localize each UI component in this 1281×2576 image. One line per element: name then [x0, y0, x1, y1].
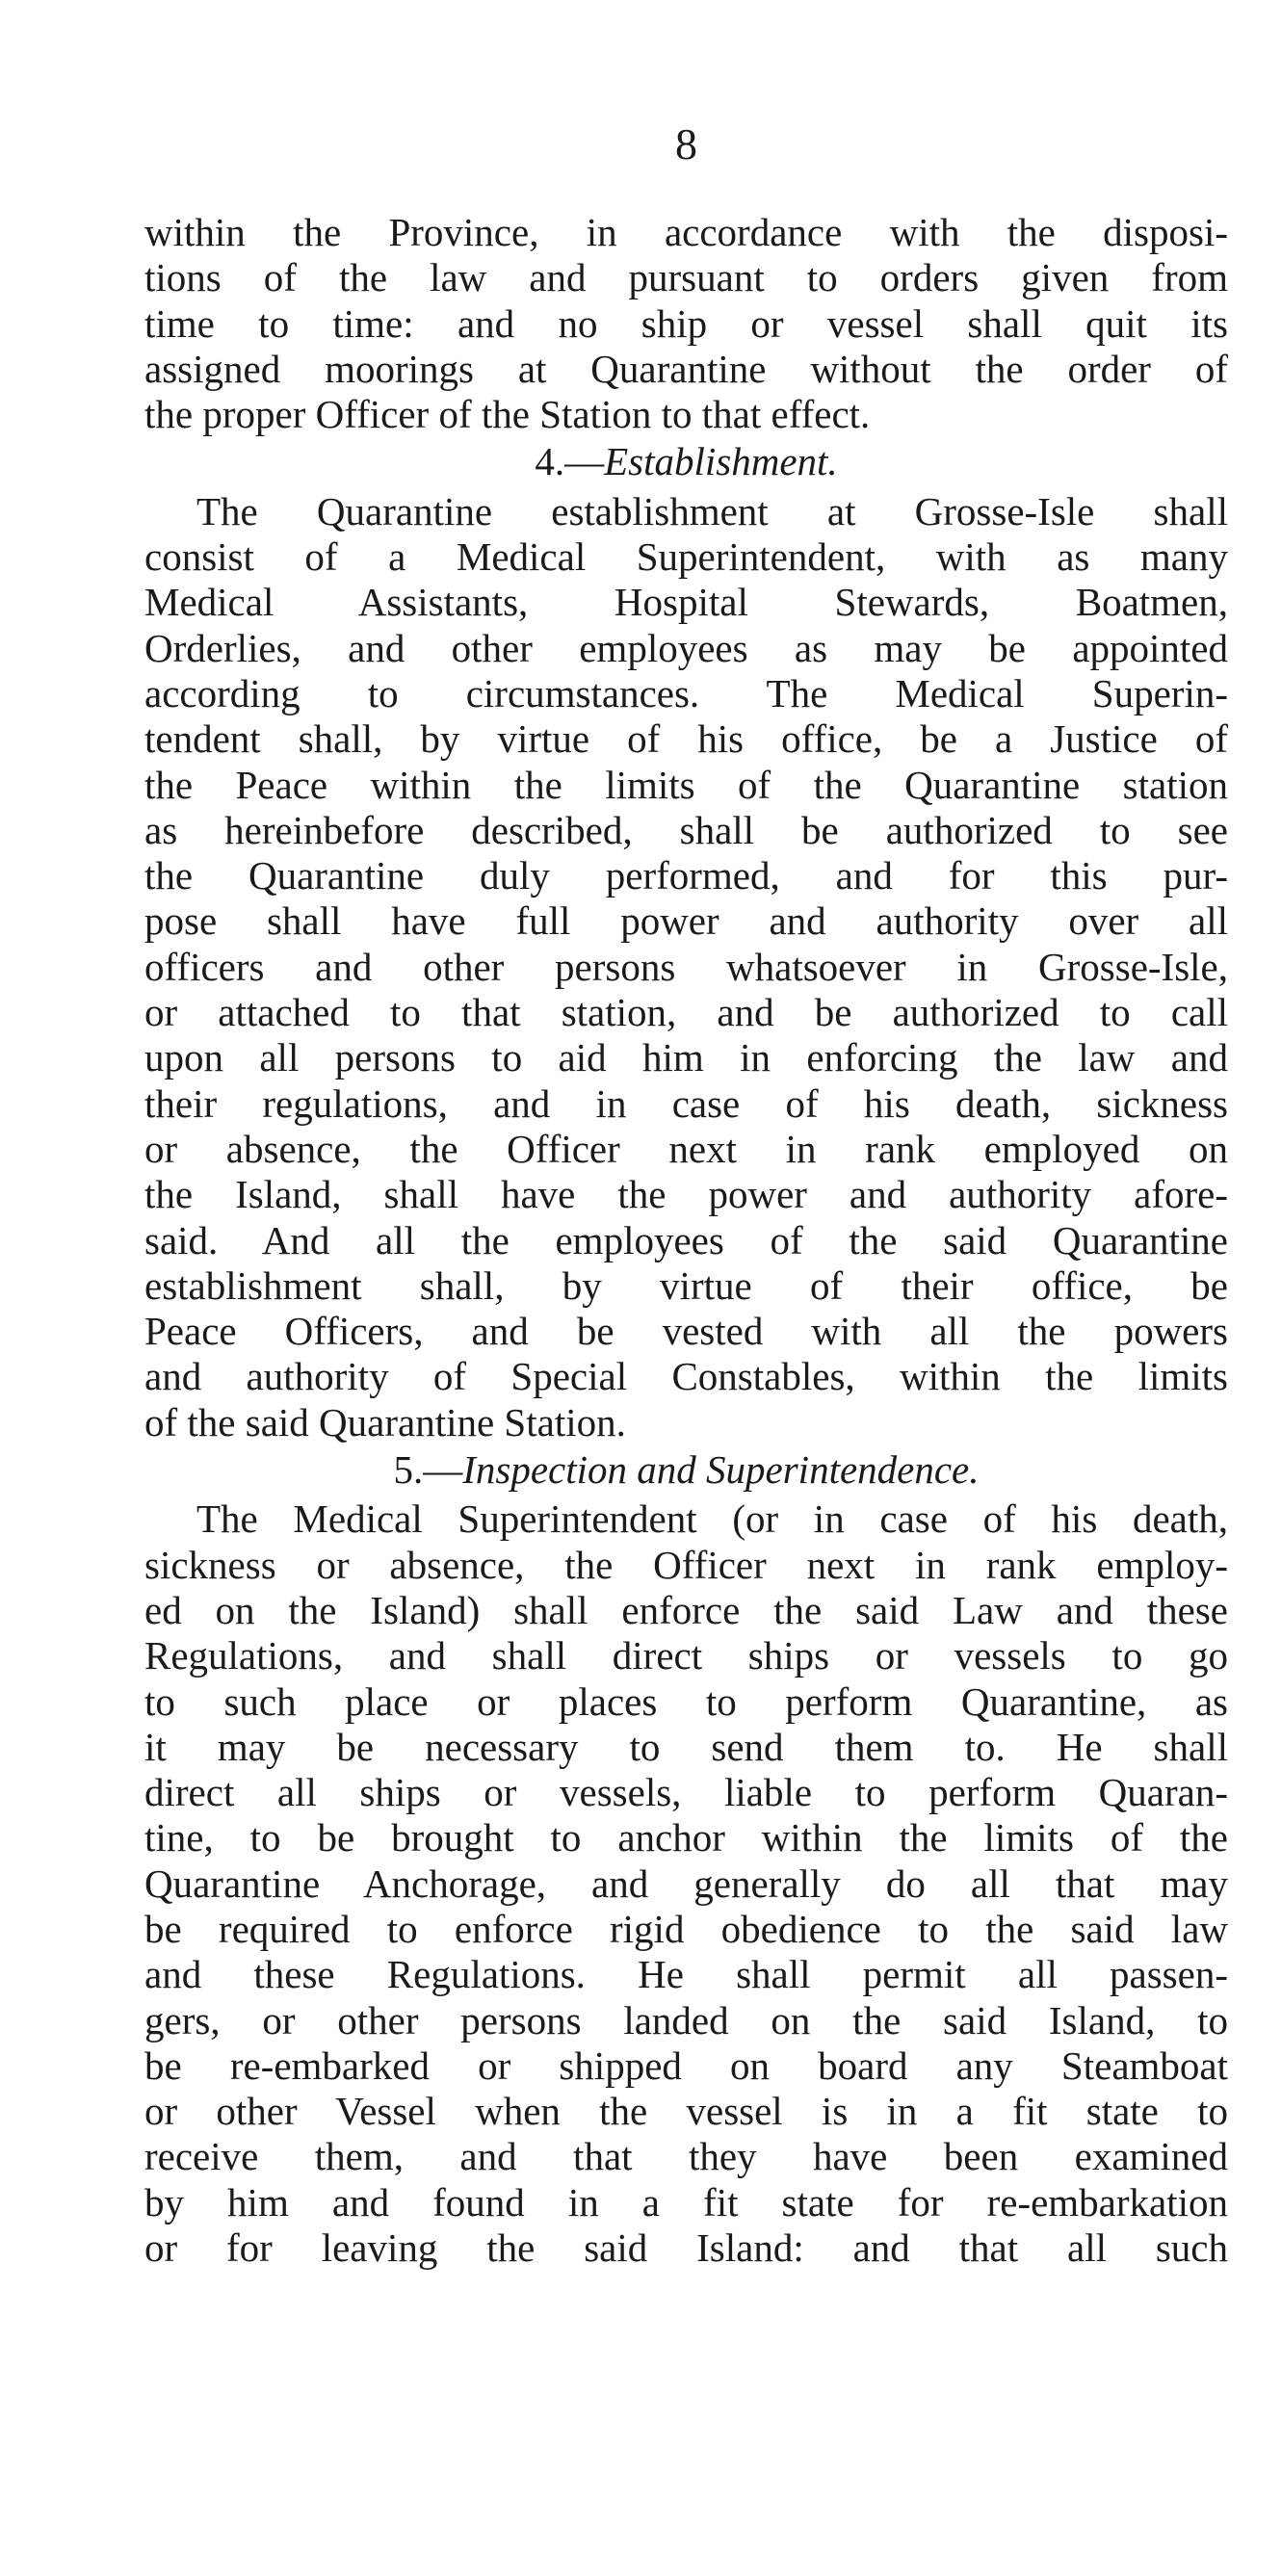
text-line: pose shall have full power and authority over all [144, 898, 1228, 944]
text-line: and authority of Special Constables, within the limits [144, 1354, 1228, 1399]
text-line: the Island, shall have the power and authority afore- [144, 1172, 1228, 1217]
document-body [144, 210, 1228, 2271]
text-line: according to circumstances. The Medical Superin- [144, 670, 1228, 716]
text-line: the proper Officer of the Station to that effect. [144, 392, 871, 437]
text-line: assigned moorings at Quarantine without the order of [144, 346, 1228, 391]
section-number: 4.— [535, 439, 605, 484]
paragraph [144, 1496, 1228, 2271]
text-line: time to time: and no ship or vessel shall quit its [144, 300, 1228, 346]
section-heading [144, 1447, 1228, 1493]
text-line: gers, or other persons landed on the said Island, to [144, 1997, 1228, 2043]
document-page [144, 116, 1228, 2271]
text-line: or attached to that station, and be authorized to call [144, 990, 1228, 1035]
text-line: tendent shall, by virtue of his office, be a Justice of [144, 716, 1228, 762]
text-line: within the Province, in accordance with the disposi- [144, 210, 1228, 254]
section-number: 5.— [393, 1447, 463, 1493]
text-line: or for leaving the said Island: and that all such [144, 2225, 1228, 2271]
text-line: be required to enforce rigid obedience to the said law [144, 1906, 1228, 1951]
text-line: said. And all the employees of the said Quarantine [144, 1217, 1228, 1262]
text-line: sickness or absence, the Officer next in rank employ- [144, 1542, 1228, 1587]
text-line: The Medical Superintendent (or in case of his death, [196, 1496, 1228, 1542]
text-line: by him and found in a fit state for re-embarkation [144, 2179, 1228, 2225]
text-line: ed on the Island) shall enforce the said Law and these [144, 1587, 1228, 1632]
paragraph [144, 210, 1228, 437]
section-title: Establishment. [604, 439, 838, 484]
text-line: the Quarantine duly performed, and for this pur- [144, 853, 1228, 898]
text-line: or absence, the Officer next in rank employed on [144, 1126, 1228, 1171]
text-line: direct all ships or vessels, liable to perform Quaran- [144, 1770, 1228, 1815]
text-line: receive them, and that they have been examined [144, 2134, 1228, 2179]
section-title: Inspection and Superintendence. [462, 1447, 980, 1493]
text-line: Orderlies, and other employees as may be appointed [144, 625, 1228, 670]
text-line: upon all persons to aid him in enforcing the law and [144, 1035, 1228, 1080]
text-line: Peace Officers, and be vested with all the powers [144, 1309, 1228, 1354]
text-line: to such place or places to perform Quarantine, as [144, 1678, 1228, 1724]
text-line: it may be necessary to send them to. He shall [144, 1724, 1228, 1769]
text-line: Quarantine Anchorage, and generally do all that may [144, 1860, 1228, 1906]
text-line: or other Vessel when the vessel is in a fit state to [144, 2089, 1228, 2134]
text-line: Medical Assistants, Hospital Stewards, Boatmen, [144, 580, 1228, 625]
text-line: as hereinbefore described, shall be authorized to see [144, 807, 1228, 852]
text-line: be re-embarked or shipped on board any Steamboat [144, 2043, 1228, 2088]
text-line: the Peace within the limits of the Quarantine station [144, 762, 1228, 807]
text-line: and these Regulations. He shall permit all passen- [144, 1952, 1228, 1997]
text-line: their regulations, and in case of his death, sickness [144, 1080, 1228, 1126]
text-line: tine, to be brought to anchor within the limits of the [144, 1815, 1228, 1860]
text-line: tions of the law and pursuant to orders given from [144, 255, 1228, 300]
text-line: consist of a Medical Superintendent, with as many [144, 534, 1228, 580]
text-line: establishment shall, by virtue of their office, be [144, 1262, 1228, 1308]
text-line: Regulations, and shall direct ships or vessels to go [144, 1633, 1228, 1678]
text-line: The Quarantine establishment at Grosse-Isle shall [196, 488, 1228, 533]
text-line: of the said Quarantine Station. [144, 1399, 626, 1444]
paragraph [144, 489, 1228, 1445]
section-heading [144, 439, 1228, 484]
text-line: officers and other persons whatsoever in Grosse-Isle, [144, 944, 1228, 989]
page-number: 8 [675, 119, 697, 169]
